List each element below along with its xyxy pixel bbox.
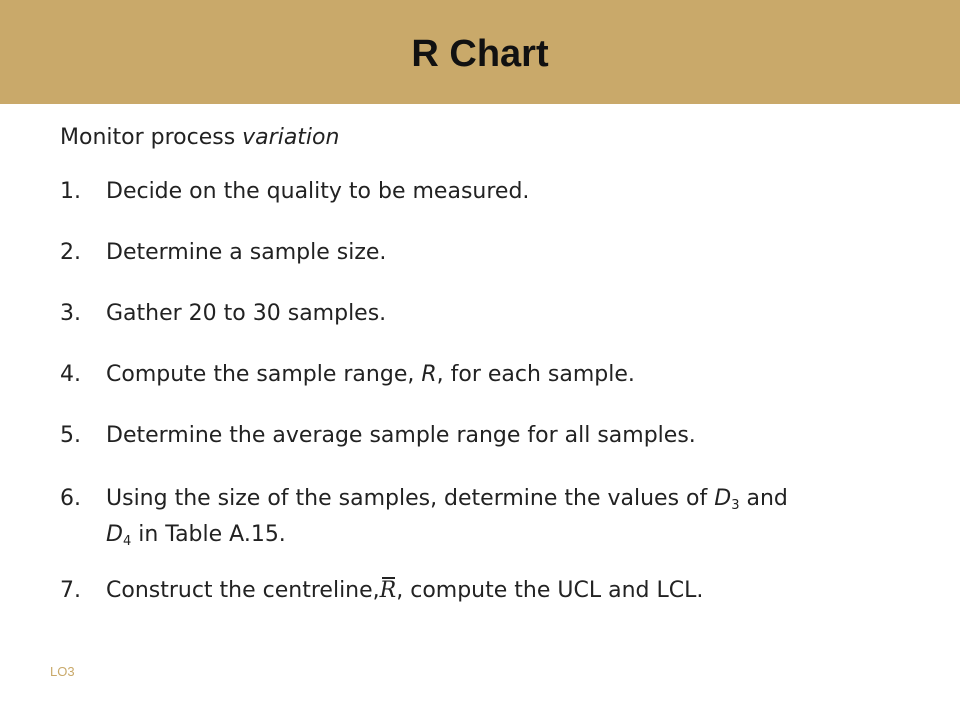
intro-prefix: Monitor process (60, 125, 243, 150)
d4-subscript: 4 (122, 534, 132, 549)
learning-objective-label: LO3 (50, 664, 75, 679)
list-item-text-pre: Using the size of the samples, determine the values of (106, 486, 715, 511)
list-item (60, 420, 920, 452)
slide-body (60, 116, 920, 636)
list-item-text-pre: Construct the centreline, (106, 578, 380, 603)
list-item (60, 298, 920, 330)
list-item (60, 237, 920, 269)
list-item-text-pre: Compute the sample range, (106, 362, 422, 387)
list-item (60, 481, 920, 553)
slide-title: R Chart (411, 32, 549, 75)
list-item (60, 176, 920, 208)
range-variable: R (421, 362, 437, 387)
d4-variable: D (106, 522, 123, 547)
list-item-number: 4. (60, 362, 81, 387)
list-item-text: Gather 20 to 30 samples. (106, 301, 387, 326)
r-bar-symbol: R (380, 575, 397, 607)
title-bar (0, 0, 960, 104)
list-item-number: 3. (60, 301, 81, 326)
intro-line (60, 116, 920, 160)
list-item (60, 359, 920, 391)
list-item-text-mid: and (739, 486, 788, 511)
list-item-number: 1. (60, 179, 81, 204)
list-item-number: 2. (60, 240, 81, 265)
steps-list (60, 176, 920, 607)
list-item-text: Decide on the quality to be measured. (106, 179, 530, 204)
d3-subscript: 3 (731, 498, 740, 513)
intro-emphasis: variation (242, 125, 340, 150)
list-item-text: Determine a sample size. (106, 240, 387, 265)
list-item-number: 5. (60, 423, 81, 448)
list-item (60, 575, 920, 607)
list-item-text: Determine the average sample range for all samples. (106, 423, 696, 448)
list-item-text-post: in Table A.15. (131, 522, 286, 547)
list-item-number: 6. (60, 486, 81, 511)
list-item-text-post: , compute the UCL and LCL. (396, 578, 704, 603)
list-item-text-post: , for each sample. (436, 362, 635, 387)
d3-variable: D (714, 486, 732, 511)
list-item-number: 7. (60, 578, 81, 603)
